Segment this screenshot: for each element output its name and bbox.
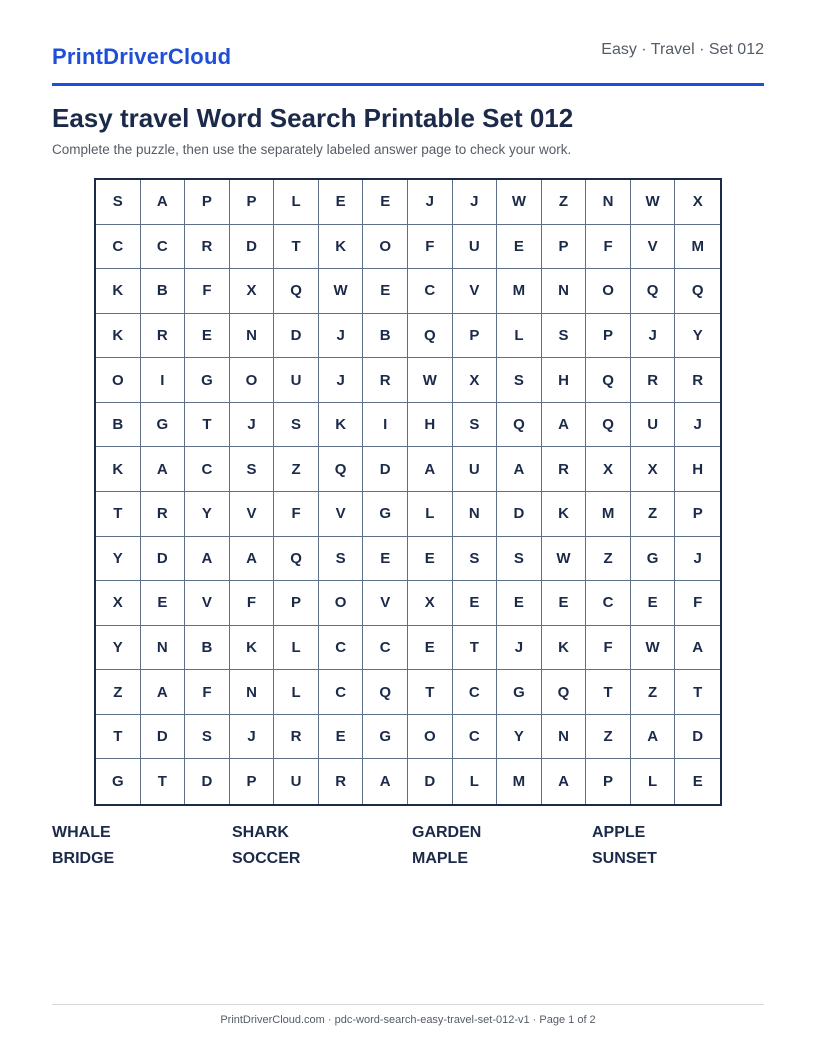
grid-cell: E — [141, 581, 186, 626]
brand-logo[interactable]: PrintDriverCloud — [52, 44, 232, 69]
grid-cell: T — [96, 492, 141, 537]
grid-cell: W — [631, 180, 676, 225]
grid-cell: Z — [274, 447, 319, 492]
grid-cell: M — [675, 225, 720, 270]
grid-cell: G — [96, 759, 141, 804]
grid-cell: D — [141, 715, 186, 760]
grid-cell: W — [319, 269, 364, 314]
grid-cell: U — [453, 447, 498, 492]
grid-cell: S — [96, 180, 141, 225]
grid-cell: D — [230, 225, 275, 270]
grid-cell: R — [274, 715, 319, 760]
grid-cell: G — [497, 670, 542, 715]
grid-cell: Y — [185, 492, 230, 537]
grid-cell: Q — [675, 269, 720, 314]
grid-cell: V — [319, 492, 364, 537]
grid-cell: H — [675, 447, 720, 492]
grid-cell: T — [274, 225, 319, 270]
grid-cell: G — [185, 358, 230, 403]
grid-cell: E — [631, 581, 676, 626]
grid-cell: V — [230, 492, 275, 537]
grid-cell: S — [453, 537, 498, 582]
grid-cell: Z — [631, 492, 676, 537]
grid-cell: B — [96, 403, 141, 448]
grid-cell: Q — [586, 403, 631, 448]
grid-cell: E — [363, 537, 408, 582]
grid-cell: W — [497, 180, 542, 225]
grid-cell: T — [675, 670, 720, 715]
grid-cell: D — [675, 715, 720, 760]
grid-cell: P — [230, 180, 275, 225]
grid-cell: F — [408, 225, 453, 270]
grid-cell: G — [363, 492, 408, 537]
grid-cell: L — [274, 180, 319, 225]
grid-cell: O — [408, 715, 453, 760]
grid-cell: E — [363, 180, 408, 225]
grid-cell: E — [319, 715, 364, 760]
grid-cell: Q — [497, 403, 542, 448]
grid-cell: P — [274, 581, 319, 626]
grid-cell: L — [408, 492, 453, 537]
grid-cell: J — [230, 715, 275, 760]
grid-cell: H — [408, 403, 453, 448]
grid-cell: Z — [96, 670, 141, 715]
grid-cell: T — [453, 626, 498, 671]
grid-cell: D — [363, 447, 408, 492]
page-subtitle: Complete the puzzle, then use the separately labeled answer page to check your work. — [52, 142, 572, 157]
grid-cell: R — [542, 447, 587, 492]
grid-cell: Q — [319, 447, 364, 492]
grid-cell: L — [274, 626, 319, 671]
grid-cell: E — [319, 180, 364, 225]
grid-cell: U — [631, 403, 676, 448]
grid-cell: E — [497, 581, 542, 626]
word-list-item: WHALE — [52, 824, 111, 841]
grid-cell: O — [230, 358, 275, 403]
grid-cell: A — [363, 759, 408, 804]
grid-cell: W — [631, 626, 676, 671]
grid-cell: N — [542, 269, 587, 314]
grid-cell: C — [453, 670, 498, 715]
grid-cell: F — [586, 225, 631, 270]
footer-divider — [52, 1004, 764, 1005]
grid-cell: N — [542, 715, 587, 760]
grid-cell: E — [497, 225, 542, 270]
grid-cell: L — [631, 759, 676, 804]
grid-cell: A — [141, 670, 186, 715]
grid-cell: M — [497, 269, 542, 314]
grid-cell: E — [692, 773, 703, 791]
grid-cell: B — [141, 269, 186, 314]
grid-cell: Y — [96, 537, 141, 582]
grid-cell: M — [497, 759, 542, 804]
grid-cell: F — [185, 269, 230, 314]
grid-cell: L — [453, 759, 498, 804]
grid-cell: K — [96, 447, 141, 492]
grid-cell: A — [497, 447, 542, 492]
grid-cell: A — [542, 403, 587, 448]
grid-cell: N — [230, 314, 275, 359]
grid-cell: O — [363, 225, 408, 270]
grid-cell: C — [319, 626, 364, 671]
grid-cell: Z — [586, 537, 631, 582]
grid-cell: Q — [274, 537, 319, 582]
word-list-item: MAPLE — [412, 850, 468, 867]
grid-cell: C — [586, 581, 631, 626]
word-list — [52, 824, 764, 868]
grid-cell: K — [542, 626, 587, 671]
grid-cell: K — [96, 314, 141, 359]
grid-cell: X — [96, 581, 141, 626]
grid-cell: A — [185, 537, 230, 582]
grid-cell: L — [274, 670, 319, 715]
grid-cell: C — [453, 715, 498, 760]
grid-cell: E — [408, 537, 453, 582]
grid-cell: J — [631, 314, 676, 359]
grid-cell: E — [185, 314, 230, 359]
grid-cell: S — [453, 403, 498, 448]
header-divider — [52, 83, 764, 86]
grid-cell: C — [408, 269, 453, 314]
word-list-item: SHARK — [232, 824, 289, 841]
grid-cell: T — [185, 403, 230, 448]
grid-cell: J — [230, 403, 275, 448]
grid-cell: K — [96, 269, 141, 314]
grid-cell: D — [185, 759, 230, 804]
grid-cell: B — [363, 314, 408, 359]
grid-cell: W — [408, 358, 453, 403]
grid-cell: K — [319, 225, 364, 270]
grid-cell: R — [141, 314, 186, 359]
grid-cell: X — [586, 447, 631, 492]
grid-cell: Y — [497, 715, 542, 760]
grid-cell: E — [453, 581, 498, 626]
grid-cell: L — [497, 314, 542, 359]
grid-cell: P — [586, 759, 631, 804]
grid-cell: Z — [631, 670, 676, 715]
grid-cell: V — [453, 269, 498, 314]
grid-cell: K — [319, 403, 364, 448]
grid-cell: R — [319, 759, 364, 804]
grid-cell: X — [675, 180, 720, 225]
grid-cell: G — [631, 537, 676, 582]
grid-cell: P — [586, 314, 631, 359]
grid-cell: F — [185, 670, 230, 715]
grid-cell: I — [141, 358, 186, 403]
grid-cell: U — [453, 225, 498, 270]
grid-cell: N — [230, 670, 275, 715]
grid-cell: J — [497, 626, 542, 671]
word-list-item: BRIDGE — [52, 850, 115, 867]
grid-cell: E — [363, 269, 408, 314]
grid-cell: J — [319, 358, 364, 403]
grid-cell: Z — [586, 715, 631, 760]
grid-cell: J — [675, 403, 720, 448]
word-list-item: APPLE — [592, 824, 646, 841]
grid-cell: E — [408, 626, 453, 671]
grid-cell: I — [363, 403, 408, 448]
page-title: Easy travel Word Search Printable Set 012 — [52, 103, 574, 133]
grid-cell: Q — [586, 358, 631, 403]
grid-cell: J — [453, 180, 498, 225]
grid-cell: A — [141, 180, 186, 225]
grid-cell: A — [675, 626, 720, 671]
grid-cell: F — [675, 581, 720, 626]
grid-cell: S — [497, 537, 542, 582]
grid-cell: T — [141, 759, 186, 804]
grid-cell: F — [586, 626, 631, 671]
grid-cell: G — [363, 715, 408, 760]
grid-cell: B — [185, 626, 230, 671]
grid-cell: Q — [274, 269, 319, 314]
grid-cell: A — [631, 715, 676, 760]
grid-cell: F — [230, 581, 275, 626]
word-list-item: SUNSET — [592, 850, 657, 867]
word-list-item: SOCCER — [232, 850, 301, 867]
grid-cell: D — [408, 759, 453, 804]
grid-cell: K — [542, 492, 587, 537]
grid-cell: O — [319, 581, 364, 626]
grid-cell: A — [141, 447, 186, 492]
grid-cell: H — [542, 358, 587, 403]
grid-cell: Z — [542, 180, 587, 225]
grid-cell: N — [141, 626, 186, 671]
grid-cell: P — [542, 225, 587, 270]
grid-cell: R — [363, 358, 408, 403]
grid-cell: S — [274, 403, 319, 448]
grid-cell: V — [631, 225, 676, 270]
grid-cell: D — [274, 314, 319, 359]
grid-cell: X — [453, 358, 498, 403]
grid-cell: R — [185, 225, 230, 270]
puzzle-meta: Easy · Travel · Set 012 — [601, 41, 764, 58]
grid-cell: D — [497, 492, 542, 537]
grid-cell: C — [185, 447, 230, 492]
grid-cell: U — [274, 358, 319, 403]
grid-cell: S — [185, 715, 230, 760]
grid-cell: Q — [363, 670, 408, 715]
grid-cell: S — [230, 447, 275, 492]
page-footer: PrintDriverCloud.com · pdc-word-search-easy-travel-set-012-v1 · Page 1 of 2 — [220, 1014, 596, 1026]
grid-cell: Y — [675, 314, 720, 359]
grid-cell: P — [675, 492, 720, 537]
grid-cell: C — [319, 670, 364, 715]
grid-cell: X — [631, 447, 676, 492]
grid-cell: O — [586, 269, 631, 314]
grid-cell: N — [453, 492, 498, 537]
grid-cell: P — [453, 314, 498, 359]
grid-cell: S — [497, 358, 542, 403]
grid-cell: U — [274, 759, 319, 804]
grid-cell: X — [408, 581, 453, 626]
grid-cell: T — [96, 715, 141, 760]
grid-cell: Q — [631, 269, 676, 314]
grid-cell: V — [363, 581, 408, 626]
grid-cell: T — [408, 670, 453, 715]
grid-cell: P — [185, 180, 230, 225]
grid-cell: G — [141, 403, 186, 448]
grid-cell: A — [408, 447, 453, 492]
grid-cell: C — [96, 225, 141, 270]
grid-cell: A — [542, 759, 587, 804]
grid-cell: J — [408, 180, 453, 225]
grid-cell: C — [363, 626, 408, 671]
grid-cell: P — [230, 759, 275, 804]
grid-cell: M — [586, 492, 631, 537]
grid-cell: E — [542, 581, 587, 626]
grid-cell: C — [141, 225, 186, 270]
grid-cell: A — [230, 537, 275, 582]
grid-cell: R — [631, 358, 676, 403]
grid-cell: T — [586, 670, 631, 715]
grid-cell: S — [542, 314, 587, 359]
grid-cell: R — [675, 358, 720, 403]
grid-cell: R — [141, 492, 186, 537]
word-search-grid — [94, 178, 722, 806]
grid-cell: X — [230, 269, 275, 314]
grid-cell: F — [274, 492, 319, 537]
grid-cell: D — [141, 537, 186, 582]
grid-cell: Q — [408, 314, 453, 359]
grid-cell: Y — [96, 626, 141, 671]
grid-cell: N — [586, 180, 631, 225]
grid-cell: Q — [542, 670, 587, 715]
grid-cell: S — [319, 537, 364, 582]
grid-cell: J — [675, 537, 720, 582]
grid-cell: O — [96, 358, 141, 403]
grid-cell: W — [542, 537, 587, 582]
grid-cell: J — [319, 314, 364, 359]
grid-cell: V — [185, 581, 230, 626]
grid-cell: K — [230, 626, 275, 671]
word-list-item: GARDEN — [412, 824, 482, 841]
